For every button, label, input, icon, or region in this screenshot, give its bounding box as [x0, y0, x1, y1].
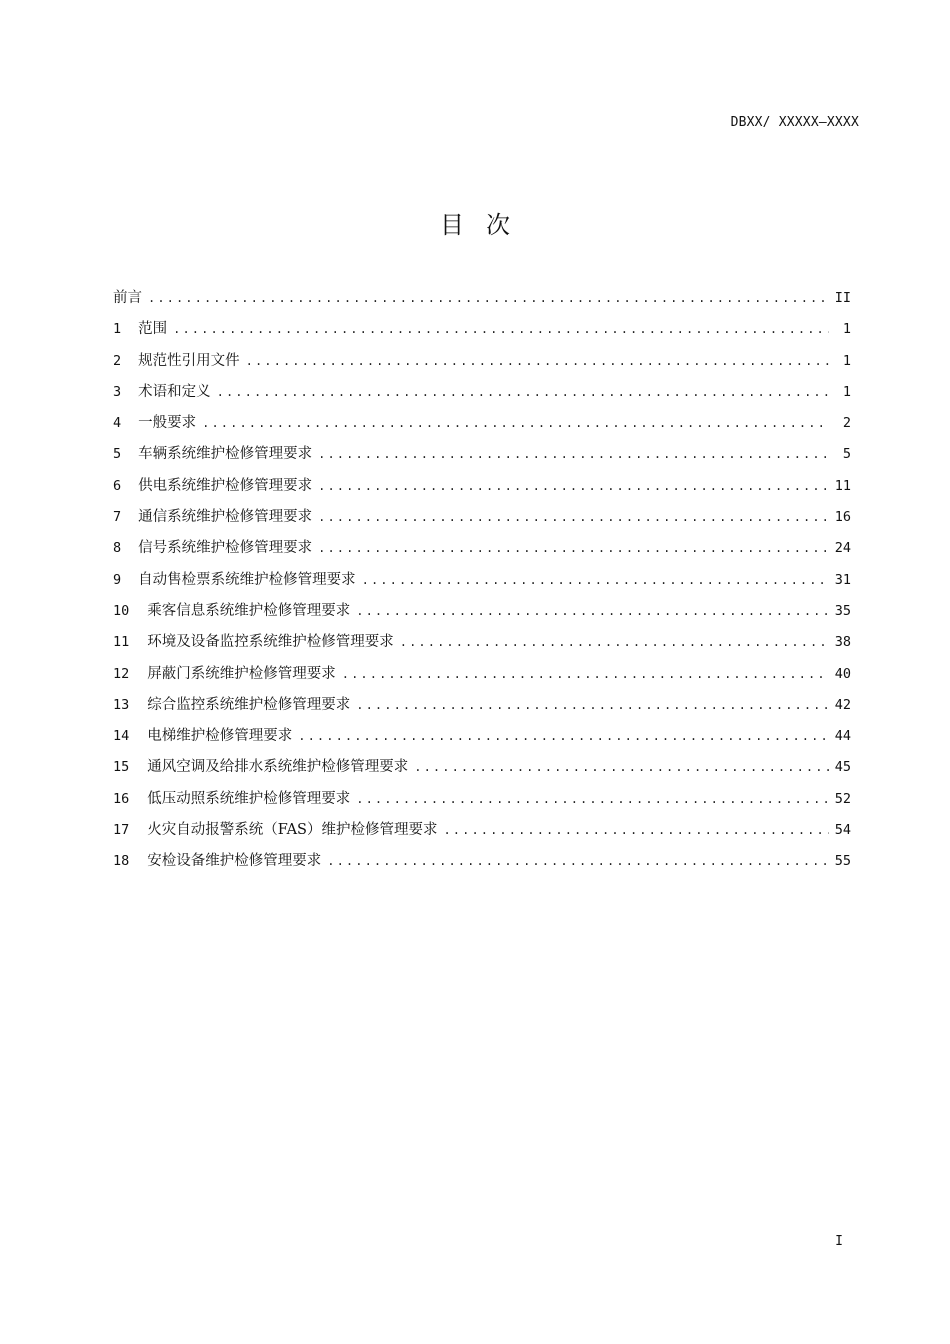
table-of-contents: [113, 283, 851, 878]
toc-entry-title: 乘客信息系统维护检修管理要求: [147, 602, 351, 619]
toc-dot-leader: [327, 846, 828, 877]
toc-entry-number: 2: [113, 352, 122, 369]
toc-entry-number: 14: [113, 728, 130, 745]
toc-entry-page: 1: [842, 321, 851, 338]
toc-entry-page: 45: [834, 759, 851, 776]
toc-entry-page: 35: [834, 602, 851, 619]
toc-entry-title: 通信系统维护检修管理要求: [138, 509, 313, 526]
toc-dot-leader: [414, 752, 828, 783]
toc-dot-leader: [356, 784, 828, 815]
toc-entry-number: 11: [113, 634, 130, 651]
toc-entry-number: 18: [113, 853, 130, 870]
toc-dot-leader: [148, 283, 829, 314]
toc-dot-leader: [318, 471, 829, 502]
toc-dot-leader: [298, 721, 828, 752]
toc-entry-title: 环境及设备监控系统维护检修管理要求: [147, 634, 394, 651]
page-number: I: [835, 1234, 843, 1249]
toc-entry[interactable]: [113, 283, 851, 314]
toc-entry[interactable]: [113, 596, 851, 627]
page-title: 目次: [440, 211, 532, 239]
toc-dot-leader: [318, 502, 829, 533]
toc-entry[interactable]: [113, 784, 851, 815]
toc-entry-title: 术语和定义: [138, 383, 211, 400]
toc-entry[interactable]: [113, 752, 851, 783]
toc-entry-title: 范围: [138, 321, 168, 338]
toc-entry-title: 安检设备维护检修管理要求: [147, 853, 322, 870]
toc-dot-leader: [318, 439, 829, 470]
toc-entry-title: 低压动照系统维护检修管理要求: [147, 790, 351, 807]
toc-entry-number: 4: [113, 415, 122, 432]
toc-entry-page: 24: [834, 540, 851, 557]
toc-dot-leader: [400, 627, 829, 658]
toc-entry[interactable]: [113, 690, 851, 721]
toc-dot-leader: [217, 377, 829, 408]
toc-entry-page: 42: [834, 696, 851, 713]
toc-dot-leader: [246, 346, 829, 377]
toc-entry-number: 15: [113, 759, 130, 776]
toc-entry-page: 1: [842, 352, 851, 369]
toc-entry-title: 电梯维护检修管理要求: [147, 728, 293, 745]
toc-entry[interactable]: [113, 314, 851, 345]
toc-entry-number: 5: [113, 446, 122, 463]
toc-entry-page: 55: [834, 853, 851, 870]
toc-entry-number: 16: [113, 790, 130, 807]
toc-entry-page: 52: [834, 790, 851, 807]
toc-entry[interactable]: [113, 471, 851, 502]
toc-entry-page: II: [834, 290, 851, 306]
toc-entry[interactable]: [113, 439, 851, 470]
toc-entry-page: 31: [834, 571, 851, 588]
toc-entry-title: 供电系统维护检修管理要求: [138, 477, 313, 494]
toc-entry-title: 规范性引用文件: [138, 352, 240, 369]
toc-entry-number: 8: [113, 540, 122, 557]
toc-entry-number: 3: [113, 383, 122, 400]
toc-entry-title: 火灾自动报警系统（FAS）维护检修管理要求: [147, 822, 438, 839]
toc-entry-number: 7: [113, 509, 122, 526]
toc-entry-title: 前言: [113, 290, 142, 306]
toc-entry-page: 5: [842, 446, 851, 463]
toc-entry-page: 38: [834, 634, 851, 651]
toc-entry[interactable]: [113, 659, 851, 690]
toc-entry[interactable]: [113, 721, 851, 752]
toc-entry[interactable]: [113, 346, 851, 377]
toc-entry[interactable]: [113, 627, 851, 658]
toc-entry-page: 16: [834, 509, 851, 526]
toc-entry-number: 17: [113, 822, 130, 839]
toc-entry-number: 9: [113, 571, 122, 588]
toc-entry-number: 1: [113, 321, 122, 338]
toc-entry-page: 2: [842, 415, 851, 432]
toc-entry-number: 10: [113, 602, 130, 619]
toc-entry-number: 13: [113, 696, 130, 713]
toc-dot-leader: [443, 815, 828, 846]
toc-entry-title: 车辆系统维护检修管理要求: [138, 446, 313, 463]
toc-dot-leader: [173, 314, 829, 345]
toc-entry[interactable]: [113, 846, 851, 877]
toc-entry-page: 54: [834, 822, 851, 839]
toc-entry-number: 12: [113, 665, 130, 682]
toc-entry[interactable]: [113, 815, 851, 846]
toc-entry-page: 1: [842, 383, 851, 400]
toc-entry-title: 信号系统维护检修管理要求: [138, 540, 313, 557]
toc-entry-title: 自动售检票系统维护检修管理要求: [138, 571, 356, 588]
toc-dot-leader: [362, 565, 829, 596]
toc-dot-leader: [202, 408, 829, 439]
toc-dot-leader: [356, 690, 828, 721]
toc-entry[interactable]: [113, 408, 851, 439]
toc-entry[interactable]: [113, 533, 851, 564]
toc-entry-page: 11: [834, 477, 851, 494]
toc-dot-leader: [318, 533, 829, 564]
toc-entry-title: 综合监控系统维护检修管理要求: [147, 696, 351, 713]
toc-dot-leader: [356, 596, 828, 627]
toc-dot-leader: [342, 659, 829, 690]
toc-entry[interactable]: [113, 565, 851, 596]
toc-entry-number: 6: [113, 477, 122, 494]
toc-entry-page: 40: [834, 665, 851, 682]
toc-entry-title: 屏蔽门系统维护检修管理要求: [147, 665, 336, 682]
toc-entry-title: 一般要求: [138, 415, 197, 432]
toc-entry[interactable]: [113, 377, 851, 408]
toc-entry[interactable]: [113, 502, 851, 533]
document-code: DBXX/ XXXXX—XXXX: [730, 115, 859, 130]
toc-entry-title: 通风空调及给排水系统维护检修管理要求: [147, 759, 409, 776]
toc-entry-page: 44: [834, 728, 851, 745]
